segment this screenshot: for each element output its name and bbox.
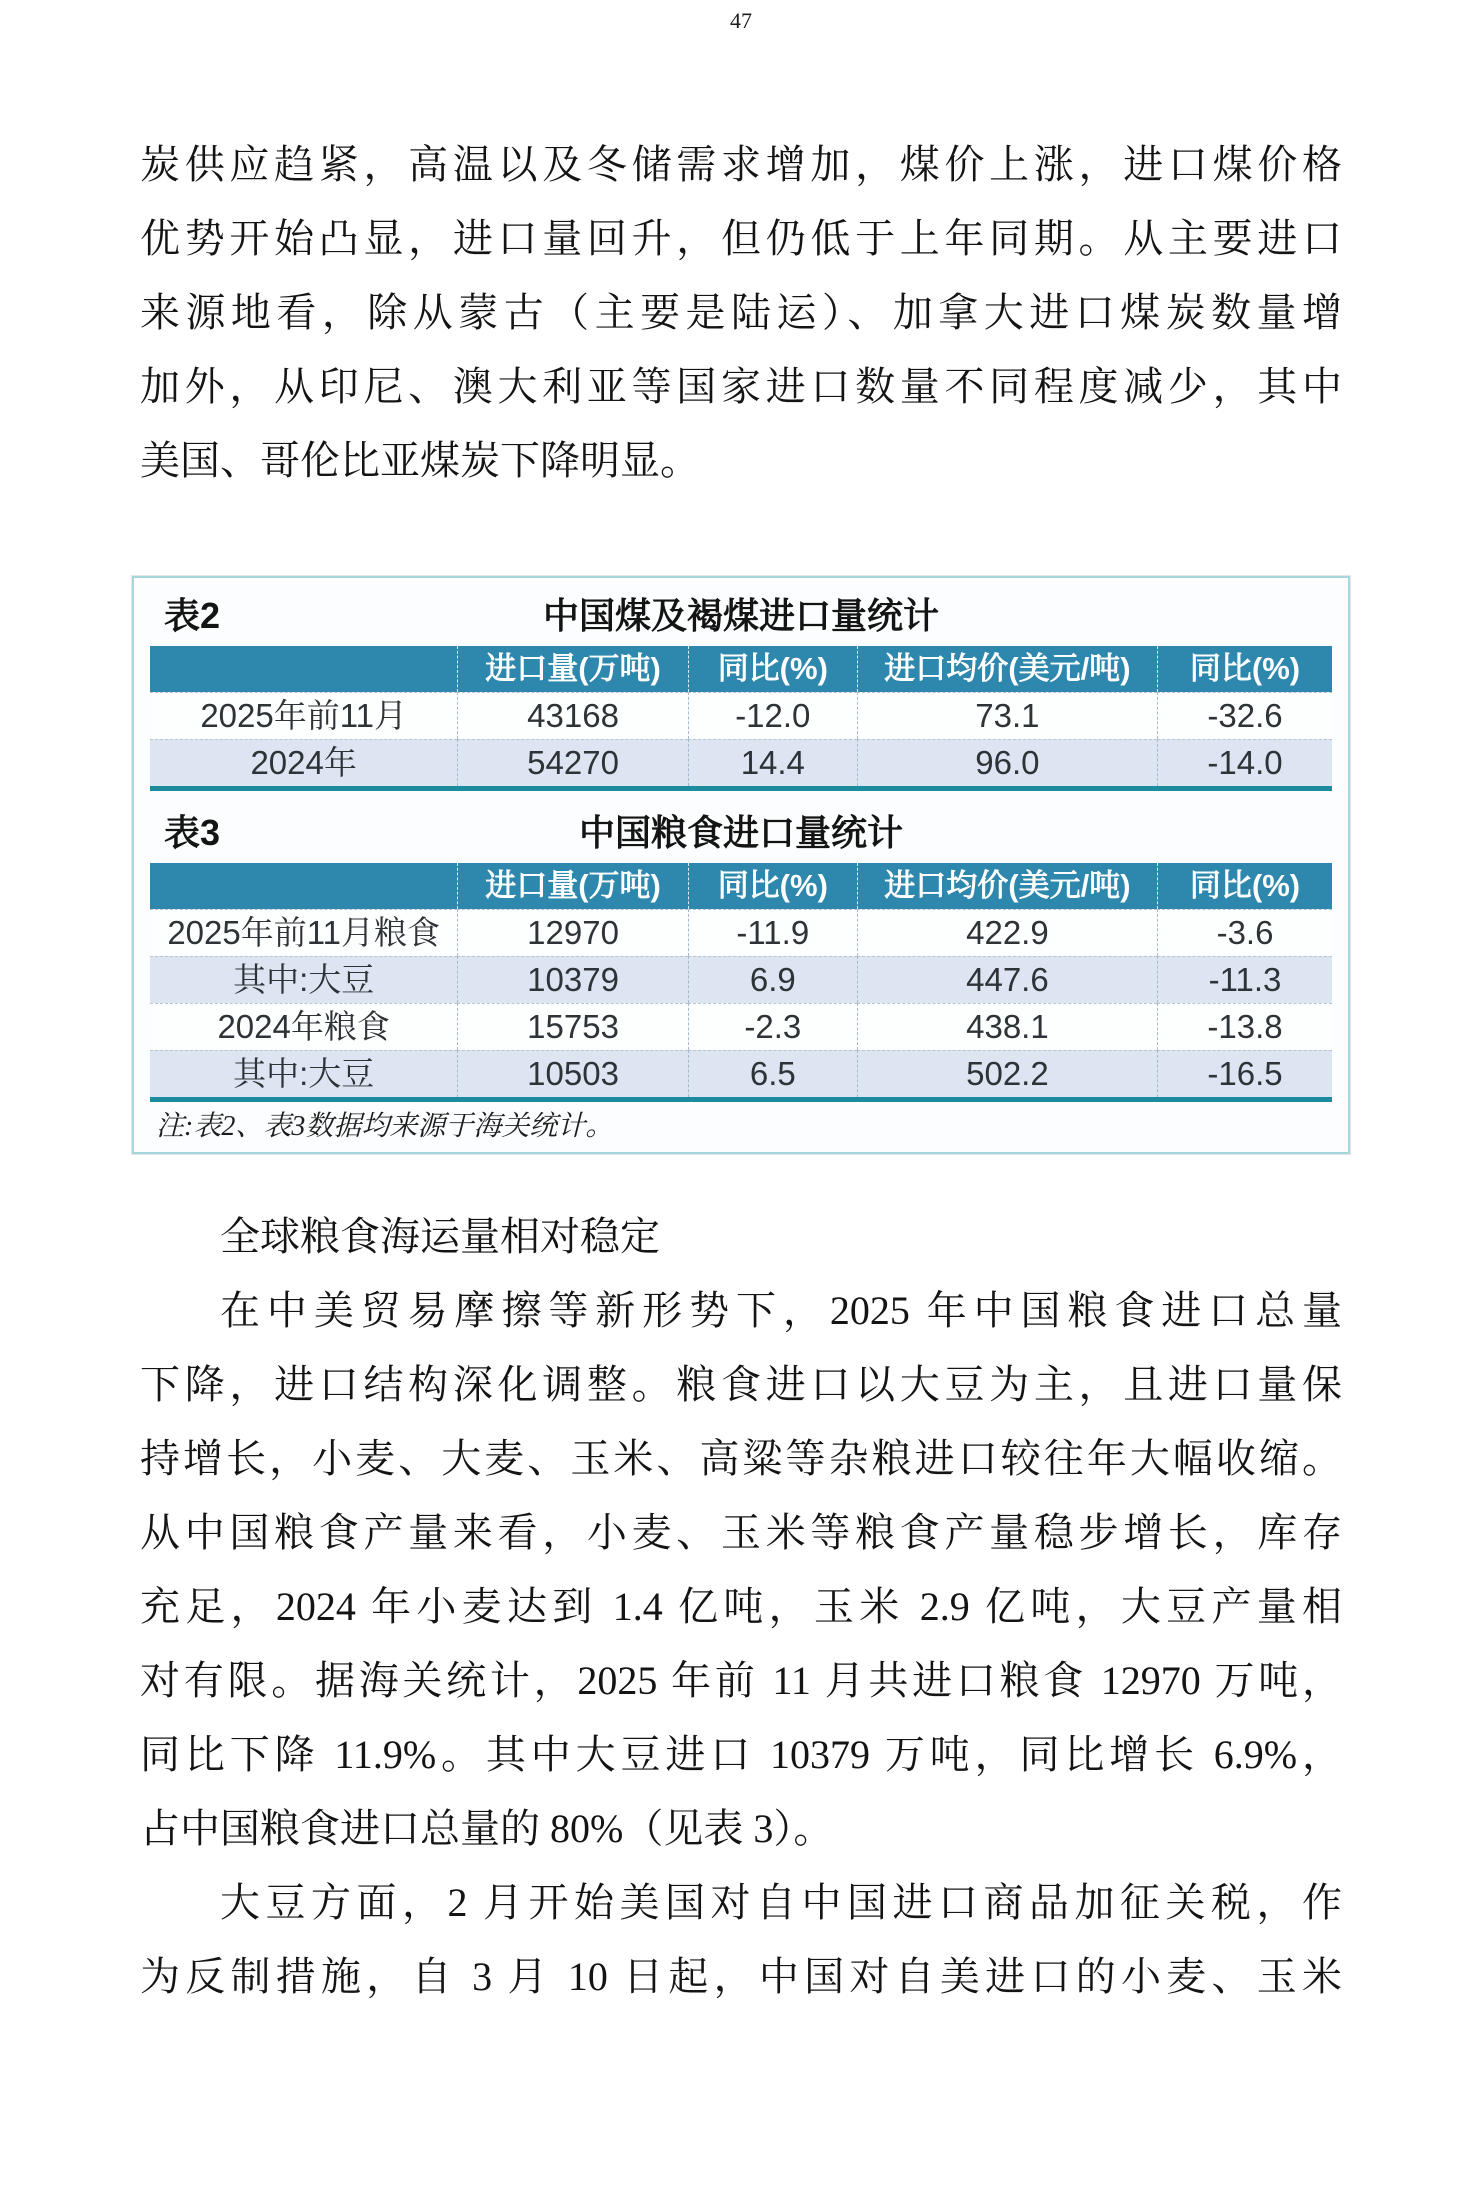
table-cell: 438.1 xyxy=(857,1003,1157,1050)
column-header: 同比(%) xyxy=(1157,863,1332,909)
table2-caption xyxy=(150,592,1332,640)
text-line: 大豆方面，2 月开始美国对自中国进口商品加征关税，作 xyxy=(220,1880,1342,1925)
table-row xyxy=(150,1003,1332,1050)
table2-tag: 表2 xyxy=(164,595,221,636)
text-line: 在中美贸易摩擦等新形势下，2025 年中国粮食进口总量 xyxy=(220,1288,1342,1333)
paragraph-grain-imports xyxy=(140,1274,1342,1866)
section-subheading xyxy=(140,1200,1342,1274)
table-cell: -14.0 xyxy=(1157,739,1332,786)
table-row xyxy=(150,956,1332,1003)
table-cell: 10503 xyxy=(457,1050,687,1097)
table3-tag: 表3 xyxy=(164,812,221,853)
text-line: 对有限。据海关统计，2025 年前 11 月共进口粮食 12970 万吨， xyxy=(140,1658,1342,1703)
page-number: 47 xyxy=(730,8,752,33)
table-cell: 2025年前11月 xyxy=(150,692,457,739)
table-source-note: 注:表2、表3数据均来源于海关统计。 xyxy=(156,1111,614,1142)
table-cell: -12.0 xyxy=(688,692,857,739)
table-header-row xyxy=(150,646,1332,692)
text-line: 从中国粮食产量来看，小麦、玉米等粮食产量稳步增长，库存 xyxy=(140,1510,1342,1555)
table-cell: 14.4 xyxy=(688,739,857,786)
table-cell: 447.6 xyxy=(857,956,1157,1003)
table-cell: -11.9 xyxy=(688,909,857,956)
table-cell: 54270 xyxy=(457,739,687,786)
table-cell: 15753 xyxy=(457,1003,687,1050)
column-header: 同比(%) xyxy=(1157,646,1332,692)
table-cell: 2024年 xyxy=(150,739,457,786)
text-line: 来源地看，除从蒙古（主要是陆运）、加拿大进口煤炭数量增 xyxy=(140,290,1342,335)
table-cell: -2.3 xyxy=(688,1003,857,1050)
table-cell: 73.1 xyxy=(857,692,1157,739)
text-line: 下降，进口结构深化调整。粮食进口以大豆为主，且进口量保 xyxy=(140,1362,1342,1407)
table2-title: 中国煤及褐煤进口量统计 xyxy=(542,595,939,636)
table3-title: 中国粮食进口量统计 xyxy=(578,812,903,853)
text-line: 美国、哥伦比亚煤炭下降明显。 xyxy=(140,438,700,483)
paragraph-coal-imports xyxy=(140,128,1342,498)
column-header: 进口量(万吨) xyxy=(457,863,687,909)
column-header: 进口均价(美元/吨) xyxy=(857,646,1157,692)
column-header: 同比(%) xyxy=(688,646,857,692)
text-line: 充足，2024 年小麦达到 1.4 亿吨，玉米 2.9 亿吨，大豆产量相 xyxy=(140,1584,1342,1629)
table-grain-imports xyxy=(150,863,1332,1102)
table-cell: 502.2 xyxy=(857,1050,1157,1097)
table-cell: 2024年粮食 xyxy=(150,1003,457,1050)
subheading-text: 全球粮食海运量相对稳定 xyxy=(220,1214,660,1259)
table-cell: 其中:大豆 xyxy=(150,956,457,1003)
table-header-row xyxy=(150,863,1332,909)
table-cell: -13.8 xyxy=(1157,1003,1332,1050)
column-header: 进口均价(美元/吨) xyxy=(857,863,1157,909)
table-cell: -3.6 xyxy=(1157,909,1332,956)
table-cell: -32.6 xyxy=(1157,692,1332,739)
table-row xyxy=(150,1050,1332,1097)
table-cell: 其中:大豆 xyxy=(150,1050,457,1097)
text-line: 为反制措施，自 3 月 10 日起，中国对自美进口的小麦、玉米 xyxy=(140,1954,1342,1999)
table3-caption xyxy=(150,809,1332,857)
table-cell: 96.0 xyxy=(857,739,1157,786)
text-line: 同比下降 11.9%。其中大豆进口 10379 万吨，同比增长 6.9%， xyxy=(140,1732,1342,1777)
table-cell: 422.9 xyxy=(857,909,1157,956)
text-line: 炭供应趋紧，高温以及冬储需求增加，煤价上涨，进口煤价格 xyxy=(140,142,1342,187)
column-header: 同比(%) xyxy=(688,863,857,909)
text-line: 加外，从印尼、澳大利亚等国家进口数量不同程度减少，其中 xyxy=(140,364,1342,409)
paragraph-soybean-tariffs xyxy=(140,1866,1342,2014)
table-row xyxy=(150,692,1332,739)
text-line: 持增长，小麦、大麦、玉米、高粱等杂粮进口较往年大幅收缩。 xyxy=(140,1436,1342,1481)
column-header xyxy=(150,863,457,909)
table-coal-imports xyxy=(150,646,1332,791)
table-cell: -16.5 xyxy=(1157,1050,1332,1097)
table-row xyxy=(150,739,1332,786)
table-cell: 43168 xyxy=(457,692,687,739)
table-cell: -11.3 xyxy=(1157,956,1332,1003)
column-header xyxy=(150,646,457,692)
text-line: 优势开始凸显，进口量回升，但仍低于上年同期。从主要进口 xyxy=(140,216,1342,261)
tables-panel xyxy=(132,576,1350,1154)
table-cell: 6.9 xyxy=(688,956,857,1003)
table-cell: 6.5 xyxy=(688,1050,857,1097)
table-cell: 12970 xyxy=(457,909,687,956)
table-cell: 2025年前11月粮食 xyxy=(150,909,457,956)
table-cell: 10379 xyxy=(457,956,687,1003)
table-row xyxy=(150,909,1332,956)
column-header: 进口量(万吨) xyxy=(457,646,687,692)
text-line: 占中国粮食进口总量的 80%（见表 3）。 xyxy=(140,1806,834,1851)
